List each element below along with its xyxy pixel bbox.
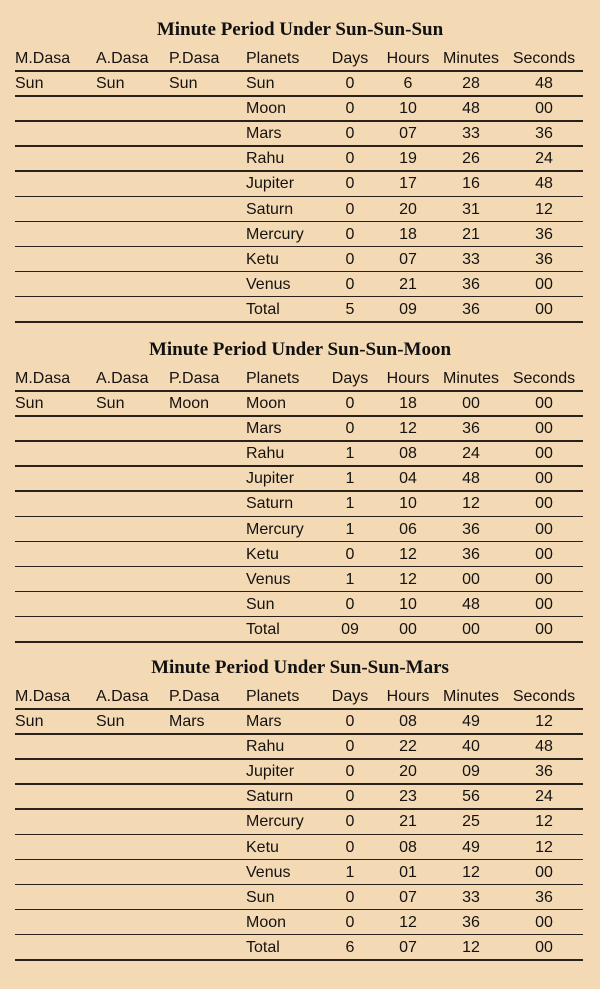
days-cell: 0 bbox=[345, 75, 355, 92]
minutes-cell: 36 bbox=[462, 275, 480, 293]
minutes-cell: 48 bbox=[462, 470, 480, 488]
days-cell: 0 bbox=[345, 175, 355, 193]
days-cell: 0 bbox=[345, 150, 355, 168]
table-row bbox=[0, 542, 600, 567]
days-cell: 0 bbox=[345, 225, 355, 243]
planet-cell: Ketu bbox=[246, 838, 279, 856]
seconds-cell: 00 bbox=[535, 420, 553, 438]
row-rule bbox=[15, 959, 583, 961]
table-row bbox=[0, 197, 600, 222]
row-rule bbox=[15, 321, 583, 323]
minutes-cell: 12 bbox=[462, 863, 480, 881]
planet-cell: Rahu bbox=[246, 445, 285, 463]
planet-cell: Rahu bbox=[246, 738, 285, 756]
header-adasa: A.Dasa bbox=[96, 50, 149, 67]
header-mdasa: M.Dasa bbox=[15, 50, 71, 67]
days-cell: 5 bbox=[345, 300, 355, 318]
planet-cell: Ketu bbox=[246, 250, 279, 268]
table-row bbox=[0, 592, 600, 617]
table-row bbox=[0, 809, 600, 834]
mdasa-cell: Sun bbox=[15, 395, 44, 412]
seconds-cell: 12 bbox=[535, 813, 553, 831]
table-row bbox=[0, 910, 600, 935]
planet-cell: Total bbox=[246, 938, 280, 956]
seconds-cell: 24 bbox=[535, 788, 553, 806]
header-seconds: Seconds bbox=[512, 688, 576, 705]
seconds-cell: 36 bbox=[535, 250, 553, 268]
days-cell: 1 bbox=[345, 445, 355, 463]
table-row bbox=[0, 466, 600, 491]
minutes-cell: 36 bbox=[462, 300, 480, 318]
header-planets: Planets bbox=[246, 50, 300, 67]
header-adasa: A.Dasa bbox=[96, 370, 149, 387]
planet-cell: Mars bbox=[246, 713, 282, 730]
seconds-cell: 00 bbox=[535, 100, 553, 118]
planet-cell: Ketu bbox=[246, 545, 279, 563]
hours-cell: 18 bbox=[399, 225, 417, 243]
days-cell: 0 bbox=[345, 100, 355, 118]
minutes-cell: 36 bbox=[462, 420, 480, 438]
hours-cell: 07 bbox=[399, 125, 417, 143]
hours-cell: 17 bbox=[399, 175, 417, 193]
header-hours: Hours bbox=[386, 370, 430, 387]
seconds-cell: 12 bbox=[535, 200, 553, 218]
seconds-cell: 00 bbox=[535, 620, 553, 638]
planet-cell: Rahu bbox=[246, 150, 285, 168]
header-adasa: A.Dasa bbox=[96, 688, 149, 705]
pdasa-cell: Sun bbox=[169, 75, 198, 92]
table-row bbox=[0, 835, 600, 860]
table-section bbox=[0, 338, 600, 648]
days-cell: 0 bbox=[345, 813, 355, 831]
hours-cell: 09 bbox=[399, 300, 417, 318]
minutes-cell: 24 bbox=[462, 445, 480, 463]
planet-cell: Jupiter bbox=[246, 763, 295, 781]
header-seconds: Seconds bbox=[512, 370, 576, 387]
minutes-cell: 00 bbox=[462, 395, 480, 412]
minutes-cell: 12 bbox=[462, 495, 480, 513]
hours-cell: 01 bbox=[399, 863, 417, 881]
table-row bbox=[0, 146, 600, 171]
table-row bbox=[0, 272, 600, 297]
table-row bbox=[0, 491, 600, 516]
header-mdasa: M.Dasa bbox=[15, 370, 71, 387]
seconds-cell: 00 bbox=[535, 520, 553, 538]
hours-cell: 19 bbox=[399, 150, 417, 168]
minutes-cell: 48 bbox=[462, 100, 480, 118]
planet-cell: Saturn bbox=[246, 788, 294, 806]
hours-cell: 12 bbox=[399, 545, 417, 563]
hours-cell: 10 bbox=[399, 100, 417, 118]
header-planets: Planets bbox=[246, 370, 300, 387]
days-cell: 0 bbox=[345, 395, 355, 412]
planet-cell: Jupiter bbox=[246, 470, 295, 488]
minutes-cell: 16 bbox=[462, 175, 480, 193]
seconds-cell: 24 bbox=[535, 150, 553, 168]
hours-cell: 22 bbox=[399, 738, 417, 756]
days-cell: 0 bbox=[345, 275, 355, 293]
hours-cell: 10 bbox=[399, 595, 417, 613]
days-cell: 0 bbox=[345, 788, 355, 806]
mdasa-cell: Sun bbox=[15, 75, 44, 92]
table-header bbox=[0, 46, 600, 71]
days-cell: 0 bbox=[345, 125, 355, 143]
planet-cell: Sun bbox=[246, 75, 275, 92]
minutes-cell: 33 bbox=[462, 250, 480, 268]
table-row bbox=[0, 71, 600, 96]
seconds-cell: 00 bbox=[535, 913, 553, 931]
planet-cell: Moon bbox=[246, 395, 287, 412]
hours-cell: 07 bbox=[399, 250, 417, 268]
header-minutes: Minutes bbox=[442, 50, 500, 67]
planet-cell: Jupiter bbox=[246, 175, 295, 193]
header-seconds: Seconds bbox=[512, 50, 576, 67]
table-row bbox=[0, 709, 600, 734]
planet-cell: Moon bbox=[246, 913, 287, 931]
table-header bbox=[0, 684, 600, 709]
table-row bbox=[0, 96, 600, 121]
header-minutes: Minutes bbox=[442, 688, 500, 705]
minutes-cell: 33 bbox=[462, 125, 480, 143]
days-cell: 0 bbox=[345, 420, 355, 438]
hours-cell: 20 bbox=[399, 763, 417, 781]
header-pdasa: P.Dasa bbox=[169, 50, 220, 67]
hours-cell: 21 bbox=[399, 275, 417, 293]
table-row bbox=[0, 734, 600, 759]
seconds-cell: 00 bbox=[535, 470, 553, 488]
seconds-cell: 00 bbox=[535, 300, 553, 318]
minutes-cell: 00 bbox=[462, 620, 480, 638]
header-planets: Planets bbox=[246, 688, 300, 705]
seconds-cell: 12 bbox=[535, 838, 553, 856]
seconds-cell: 00 bbox=[535, 570, 553, 588]
table-row bbox=[0, 222, 600, 247]
header-hours: Hours bbox=[386, 688, 430, 705]
table-row bbox=[0, 441, 600, 466]
days-cell: 0 bbox=[345, 250, 355, 268]
planet-cell: Venus bbox=[246, 275, 291, 293]
planet-cell: Venus bbox=[246, 570, 291, 588]
days-cell: 0 bbox=[345, 713, 355, 730]
hours-cell: 07 bbox=[399, 888, 417, 906]
hours-cell: 6 bbox=[403, 75, 413, 92]
table-row bbox=[0, 784, 600, 809]
seconds-cell: 12 bbox=[535, 713, 553, 730]
seconds-cell: 48 bbox=[535, 738, 553, 756]
adasa-cell: Sun bbox=[96, 75, 125, 92]
days-cell: 1 bbox=[345, 470, 355, 488]
hours-cell: 21 bbox=[399, 813, 417, 831]
minutes-cell: 36 bbox=[462, 520, 480, 538]
planet-cell: Venus bbox=[246, 863, 291, 881]
total-row bbox=[0, 935, 600, 960]
days-cell: 0 bbox=[345, 763, 355, 781]
minutes-cell: 25 bbox=[462, 813, 480, 831]
header-hours: Hours bbox=[386, 50, 430, 67]
planet-cell: Mars bbox=[246, 125, 282, 143]
minutes-cell: 36 bbox=[462, 545, 480, 563]
seconds-cell: 36 bbox=[535, 225, 553, 243]
days-cell: 1 bbox=[345, 863, 355, 881]
pdasa-cell: Mars bbox=[169, 713, 205, 730]
minutes-cell: 31 bbox=[462, 200, 480, 218]
adasa-cell: Sun bbox=[96, 395, 125, 412]
table-row bbox=[0, 860, 600, 885]
hours-cell: 08 bbox=[399, 838, 417, 856]
days-cell: 1 bbox=[345, 570, 355, 588]
header-days: Days bbox=[331, 688, 369, 705]
hours-cell: 06 bbox=[399, 520, 417, 538]
table-row bbox=[0, 171, 600, 196]
header-mdasa: M.Dasa bbox=[15, 688, 71, 705]
seconds-cell: 00 bbox=[535, 275, 553, 293]
minutes-cell: 28 bbox=[462, 75, 480, 92]
hours-cell: 07 bbox=[399, 938, 417, 956]
seconds-cell: 00 bbox=[535, 863, 553, 881]
mdasa-cell: Sun bbox=[15, 713, 44, 730]
planet-cell: Sun bbox=[246, 595, 275, 613]
table-row bbox=[0, 391, 600, 416]
seconds-cell: 00 bbox=[535, 595, 553, 613]
seconds-cell: 00 bbox=[535, 938, 553, 956]
planet-cell: Mercury bbox=[246, 225, 304, 243]
minutes-cell: 00 bbox=[462, 570, 480, 588]
header-days: Days bbox=[331, 50, 369, 67]
hours-cell: 10 bbox=[399, 495, 417, 513]
planet-cell: Saturn bbox=[246, 495, 294, 513]
days-cell: 6 bbox=[345, 938, 355, 956]
days-cell: 0 bbox=[345, 738, 355, 756]
pdasa-cell: Moon bbox=[169, 395, 210, 412]
planet-cell: Saturn bbox=[246, 200, 294, 218]
table-row bbox=[0, 759, 600, 784]
minutes-cell: 12 bbox=[462, 938, 480, 956]
planet-cell: Mercury bbox=[246, 520, 304, 538]
minutes-cell: 40 bbox=[462, 738, 480, 756]
table-row bbox=[0, 247, 600, 272]
table-row bbox=[0, 121, 600, 146]
seconds-cell: 36 bbox=[535, 763, 553, 781]
section-title: Minute Period Under Sun-Sun-Sun bbox=[156, 19, 444, 40]
hours-cell: 20 bbox=[399, 200, 417, 218]
hours-cell: 08 bbox=[399, 713, 417, 730]
minutes-cell: 33 bbox=[462, 888, 480, 906]
table-row bbox=[0, 885, 600, 910]
seconds-cell: 00 bbox=[535, 545, 553, 563]
days-cell: 0 bbox=[345, 545, 355, 563]
days-cell: 0 bbox=[345, 200, 355, 218]
hours-cell: 12 bbox=[399, 420, 417, 438]
table-section bbox=[0, 656, 600, 966]
header-pdasa: P.Dasa bbox=[169, 370, 220, 387]
hours-cell: 18 bbox=[399, 395, 417, 412]
planet-cell: Total bbox=[246, 300, 280, 318]
minutes-cell: 49 bbox=[462, 713, 480, 730]
section-title: Minute Period Under Sun-Sun-Mars bbox=[151, 657, 449, 678]
days-cell: 0 bbox=[345, 595, 355, 613]
hours-cell: 00 bbox=[399, 620, 417, 638]
table-row bbox=[0, 517, 600, 542]
table-section bbox=[0, 18, 600, 328]
minutes-cell: 49 bbox=[462, 838, 480, 856]
seconds-cell: 00 bbox=[535, 445, 553, 463]
seconds-cell: 36 bbox=[535, 125, 553, 143]
hours-cell: 12 bbox=[399, 570, 417, 588]
header-minutes: Minutes bbox=[442, 370, 500, 387]
seconds-cell: 00 bbox=[535, 395, 553, 412]
planet-cell: Sun bbox=[246, 888, 275, 906]
planet-cell: Moon bbox=[246, 100, 287, 118]
planet-cell: Total bbox=[246, 620, 280, 638]
adasa-cell: Sun bbox=[96, 713, 125, 730]
table-row bbox=[0, 567, 600, 592]
days-cell: 1 bbox=[345, 495, 355, 513]
table-row bbox=[0, 416, 600, 441]
days-cell: 0 bbox=[345, 888, 355, 906]
days-cell: 1 bbox=[345, 520, 355, 538]
planet-cell: Mercury bbox=[246, 813, 304, 831]
table-header bbox=[0, 366, 600, 391]
seconds-cell: 00 bbox=[535, 495, 553, 513]
total-row bbox=[0, 297, 600, 322]
minutes-cell: 56 bbox=[462, 788, 480, 806]
minutes-cell: 21 bbox=[462, 225, 480, 243]
hours-cell: 12 bbox=[399, 913, 417, 931]
seconds-cell: 48 bbox=[535, 175, 553, 193]
minutes-cell: 36 bbox=[462, 913, 480, 931]
minutes-cell: 09 bbox=[462, 763, 480, 781]
days-cell: 09 bbox=[341, 620, 359, 638]
section-title: Minute Period Under Sun-Sun-Moon bbox=[148, 339, 452, 360]
hours-cell: 23 bbox=[399, 788, 417, 806]
days-cell: 0 bbox=[345, 838, 355, 856]
total-row bbox=[0, 617, 600, 642]
hours-cell: 04 bbox=[399, 470, 417, 488]
minutes-cell: 48 bbox=[462, 595, 480, 613]
hours-cell: 08 bbox=[399, 445, 417, 463]
minutes-cell: 26 bbox=[462, 150, 480, 168]
planet-cell: Mars bbox=[246, 420, 282, 438]
seconds-cell: 48 bbox=[535, 75, 553, 92]
days-cell: 0 bbox=[345, 913, 355, 931]
seconds-cell: 36 bbox=[535, 888, 553, 906]
row-rule bbox=[15, 641, 583, 643]
header-days: Days bbox=[331, 370, 369, 387]
header-pdasa: P.Dasa bbox=[169, 688, 220, 705]
